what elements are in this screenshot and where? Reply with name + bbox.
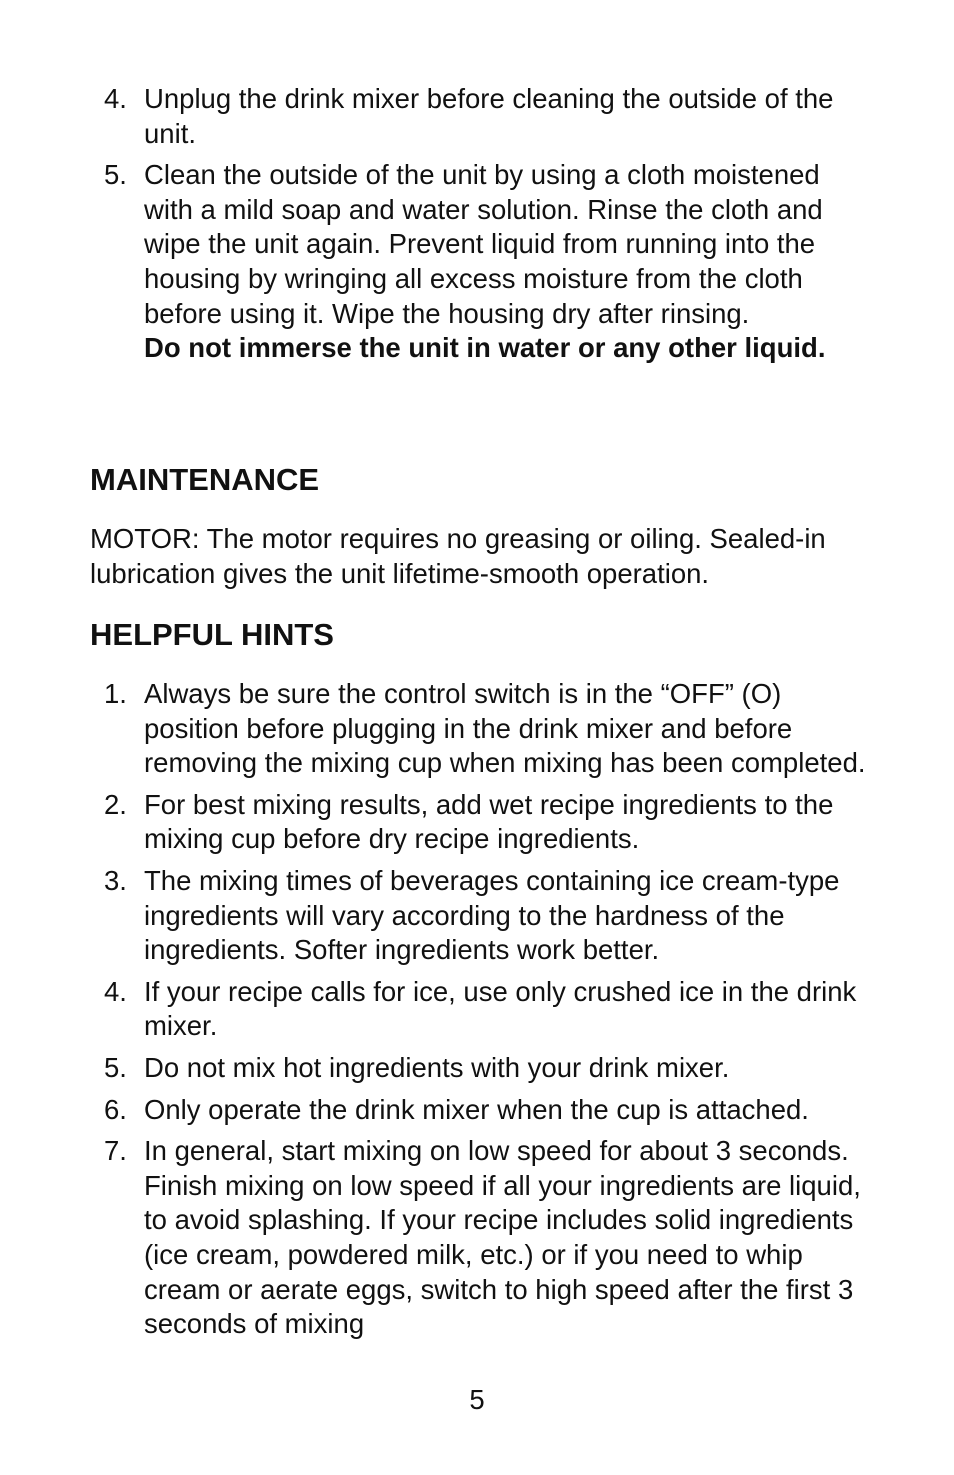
list-item — [90, 82, 870, 151]
list-item — [90, 788, 870, 857]
helpful-hints-heading: HELPFUL HINTS — [90, 617, 334, 652]
list-item — [90, 677, 870, 781]
item-number: 6. — [104, 1093, 127, 1125]
item-text: Clean the outside of the unit by using a cloth moistened with a mild soap and water solution. Rinse the cloth and wipe the unit again. Prevent liquid from running into the housing by wringing all excess moisture from the cloth before using it. Wipe the housing dry after rinsing. — [144, 159, 823, 329]
item-text: In general, start mixing on low speed for about 3 seconds. Finish mixing on low speed if all your ingredients are liquid, to avoid splashing. If your recipe includes solid ingredients (ice cream, powdered milk, etc.) or if you need to whip cream or aerate eggs, switch to high speed after the first 3 seconds of mixing — [144, 1135, 861, 1340]
helpful-hints-list — [90, 677, 870, 1349]
item-text: The mixing times of beverages containing ice cream-type ingredients will vary according to the hardness of the ingredients. Softer ingredients work better. — [144, 864, 840, 966]
list-item — [90, 1134, 870, 1342]
item-number: 5. — [104, 1051, 127, 1083]
list-item — [90, 1093, 870, 1128]
item-number: 4. — [104, 83, 127, 114]
item-text: Only operate the drink mixer when the cup is attached. — [144, 1093, 809, 1125]
list-item — [90, 864, 870, 968]
item-text: Do not mix hot ingredients with your drink mixer. — [144, 1051, 730, 1083]
item-text: Always be sure the control switch is in the “OFF” (O) position before plugging in the drink mixer and before removing the mixing cup when mixing has been completed. — [144, 678, 866, 779]
item-text: Unplug the drink mixer before cleaning the outside of the unit. — [144, 83, 834, 149]
maintenance-heading: MAINTENANCE — [90, 462, 320, 497]
item-text: If your recipe calls for ice, use only crushed ice in the drink mixer. — [144, 975, 857, 1042]
item-number: 7. — [104, 1135, 127, 1167]
item-number: 4. — [104, 975, 127, 1007]
list-item — [90, 1051, 870, 1086]
item-number: 3. — [104, 864, 127, 896]
item-number: 2. — [104, 788, 127, 820]
item-number: 5. — [104, 159, 127, 191]
list-item — [90, 975, 870, 1044]
item-text: For best mixing results, add wet recipe ingredients to the mixing cup before dry recipe ingredients. — [144, 788, 834, 855]
warning-text: Do not immerse the unit in water or any other liquid. — [144, 332, 826, 364]
maintenance-text: MOTOR: The motor requires no greasing or oiling. Sealed-in lubrication gives the unit lifetime-smooth operation. — [90, 523, 826, 589]
cleaning-list — [90, 82, 870, 373]
page-number: 5 — [469, 1384, 485, 1415]
list-item — [90, 158, 870, 366]
item-number: 1. — [104, 678, 127, 709]
